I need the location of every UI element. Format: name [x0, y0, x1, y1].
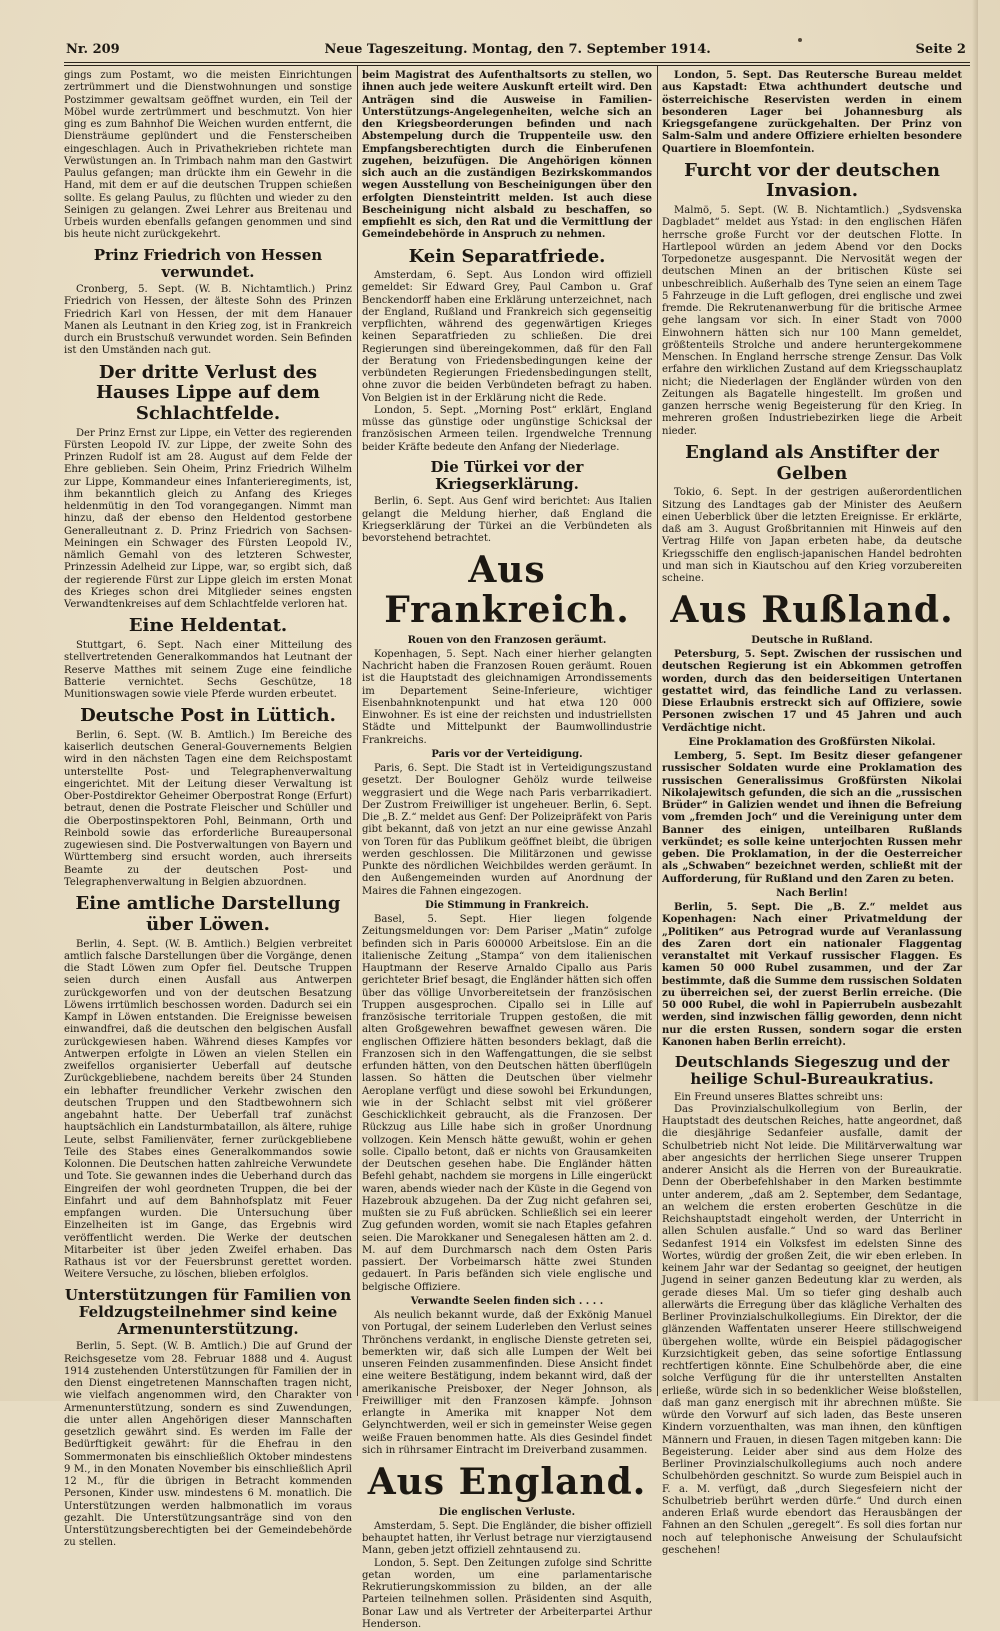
article-text: Lemberg, 5. Sept. Im Besitz dieser gefangener russischer Soldaten wurde eine Proklamation des russischen Generalissimus Großfürsten Nikolai Nikolajewitsch gefunden, die sich an die „russischen Brüder“ in Galizien wendet und ihnen die Befreiung vom „fremden Joch“ und die Vereinigung unter dem Banner des einigen, unteilbaren Rußlands verkündet; es solle keine unterjochten Russen mehr geben. Die Proklamation, in der die Oesterreicher als „Schwaben“ bezeichnet werden, schließt mit der Aufforderung, für Rußland und den Zaren zu beten. [662, 751, 962, 885]
section-headline: Aus Rußland. [670, 589, 954, 632]
subheadline: Die englischen Verluste. [438, 1506, 576, 1518]
article-text: beim Magistrat des Aufenthaltsorts zu stellen, wo ihnen auch jede weitere Auskunft erteilt wird. Den Anträgen sind die Ausweise in Familien-Unterstützungs-Angelegenheiten, welche sich an den Kriegsbeorderungen befinden und nach Abstempelung durch die Truppenteile usw. den Empfangsberechtigten durch die Einberufenen zugehen, beizufügen. Die Angehörigen können sich auch an die zuständigen Bezirkskommandos wegen Ausstellung von Bescheinigungen über den erfolgten Diensteintritt melden. Ist auch diese Bescheinigung nicht alsbald zu beschaffen, so empfiehlt es sich, den Rat und die Vermittlung der Gemeindebehörde in Anspruch zu nehmen. [362, 70, 652, 241]
article-text: Amsterdam, 5. Sept. Die Engländer, die bisher offiziell behauptet hatten, ihr Verlust betrage nur vierzigtausend Mann, geben jetzt offiziell zehntausend zu. [362, 1520, 652, 1557]
subheadline: Paris vor der Verteidigung. [431, 748, 583, 760]
article-text: Amsterdam, 6. Sept. Aus London wird offiziell gemeldet: Sir Edward Grey, Paul Cambon u. Graf Benckendorff haben eine Erklärung unterzeichnet, nach der England, Rußland und Frankreich sich gegenseitig verpflichten, während des gegenwärtigen Krieges keinen Separatfrieden zu schließen. Die drei Regierungen sind übereingekommen, daß für den Fall der Beratung von Friedensbedingungen keine der verbündeten Regierungen Friedensbedingungen stellt, ohne zuvor die beiden Verbündeten befragt zu haben. Von Belgien ist in der Erklärung nicht die Rede. [362, 270, 652, 404]
page-number: Seite 2 [915, 41, 966, 57]
column-1 [64, 70, 352, 1549]
section-headline: Aus Frankreich. [384, 549, 630, 632]
subheadline: Deutsche in Rußland. [751, 634, 873, 646]
article-text: Der Prinz Ernst zur Lippe, ein Vetter des regierenden Fürsten Leopold IV. zur Lippe, der zweite Sohn des Prinzen Rudolf ist am 28. August auf dem Felde der Ehre geblieben. Sein Oheim, Prinz Friedrich Wilhelm zur Lippe, Kommandeur eines Infanterieregiments, ist, ihm bekanntlich gleich zu Anfang des Krieges heldenmütig in den Tod vorangegangen. Nimmt man hinzu, daß der ebenso den Heldentod gestorbene Generalleutnant z. D. Prinz Friedrich von Sachsen-Meiningen ein Schwager des Fürsten Leopold IV., nämlich Gemahl von des letzteren Schwester, Prinzessin Adelheid zur Lippe, war, so ergibt sich, daß der regierende Fürst zur Lippe gleich im ersten Monat des Krieges schon drei Mitglieder seines engsten Verwandtenkreises auf dem Schlachtfelde verloren hat. [64, 427, 352, 611]
headline: Eine Heldentat. [128, 615, 288, 637]
page-header [66, 38, 966, 60]
ink-spot [798, 38, 802, 42]
article-text: Berlin, 4. Sept. (W. B. Amtlich.) Belgien verbreitet amtlich falsche Darstellungen über die Vorgänge, denen die Stadt Löwen zum Opfer fiel. Deutsche Truppen seien durch einen Ausfall aus Antwerpen zurückgeworfen und von der deutschen Besatzung Löwens irrtümlich beschossen worden. Dadurch sei ein Kampf in Löwen entstanden. Die Ereignisse beweisen einwandfrei, daß die deutschen den belgischen Ausfall zurückgewiesen haben. Während dieses Kampfes vor Antwerpen erfolgte in Löwen an vielen Stellen ein zweifellos organisierter Ueberfall auf deutsche Zurückgebliebene, nachdem bereits über 24 Stunden ein lebhafter freundlicher Verkehr zwischen den deutschen Truppen und den Stadtbewohnern sich angebahnt hatte. Der Ueberfall traf zunächst hauptsächlich ein Landsturmbataillon, als ältere, ruhige Leute, selbst Familienväter, ferner zurückgebliebene Teile des Stabes eines Generalkommandos sowie Kolonnen. Die Deutschen hatten zahlreiche Verwundete und Tote. Sie gewannen indes die Ueberhand durch das Eingreifen der wohl geordneten Truppen, die bei der Einfahrt und auf dem Bahnhofsplatz mit Feuer empfangen wurden. Die Untersuchung über Einzelheiten ist im Gange, das Ergebnis wird veröffentlicht werden. Die Werke der deutschen Mitarbeiter ist über jeden Zweifel erhaben. Das Rathaus ist vor der Feuersbrunst gerettet worden. Weitere Versuche, zu löschen, blieben erfolglos. [64, 938, 352, 1281]
headline: Der dritte Verlust des Hauses Lippe auf dem Schlachtfelde. [96, 361, 320, 424]
article-text: London, 5. Sept. „Morning Post“ erklärt, England müsse das günstige oder ungünstige Schicksal der französischen Armeen teilen. Irgendwelche Trennung beider Kräfte bedeute den Anfang der Niederlage. [362, 404, 652, 453]
article-text: Ein Freund unseres Blattes schreibt uns: [674, 1091, 883, 1103]
page-fold-shadow [972, 0, 978, 1401]
issue-number: Nr. 209 [66, 41, 120, 57]
headline: Deutschlands Siegeszug und der heilige Schul-Bureaukratius. [674, 1053, 950, 1089]
article-text: Cronberg, 5. Sept. (W. B. Nichtamtlich.) Prinz Friedrich von Hessen, der älteste Sohn des Prinzen Friedrich Karl von Hessen, der mit dem Hanauer Manen als Leutnant in den Krieg zog, ist in Frankreich durch ein Brustschuß verwundet worden. Sein Befinden ist den Umständen nach gut. [64, 284, 352, 357]
subheadline: Nach Berlin! [776, 887, 848, 899]
subheadline: Rouen von den Franzosen geräumt. [407, 634, 607, 646]
headline: Die Türkei vor der Kriegserklärung. [430, 457, 584, 494]
column-divider-1 [357, 66, 358, 1396]
article-text: Paris, 6. Sept. Die Stadt ist in Verteidigungszustand gesetzt. Der Boulogner Gehölz wurde teilweise weggrasiert und die Wege nach Paris verbarrikadiert. Der Zustrom Freiwilliger ist ungeheuer. Berlin, 6. Sept. Die „B. Z.“ meldet aus Genf: Der Polizeipräfekt von Paris gibt bekannt, daß von jetzt an nur eine gewisse Anzahl von Toren für das Publikum geöffnet bleibt, die übrigen werden geschlossen. Die Militärzonen und gewisse Punkte des nördlichen Weichbildes werden geräumt. In den Außengemeinden wurden auf Anordnung der Maires die Fahnen eingezogen. [362, 763, 652, 897]
article-text: Berlin, 6. Sept. (W. B. Amtlich.) Im Bereiche des kaiserlich deutschen General-Gouvernements Belgien wird in den nächsten Tagen eine dem Reichspostamt unterstellte Post- und Telegraphenverwaltung eingerichtet. Mit der Leitung dieser Verwaltung ist Ober-Postdirektor Geheimer Oberpostrat Ronge (Erfurt) betraut, denen die Postrate Fleischer und Schüller und die Oberpostinspektoren Pohl, Beinmann, Orth und Reinbold sowie das erforderliche Bureaupersonal zugewiesen sind. Die Postverwaltungen von Bayern und Württemberg sind ersucht worden, auch ihrerseits Beamte zu der deutschen Post- und Telegraphenverwaltung in Belgien abzuordnen. [64, 729, 352, 888]
article-text: Kopenhagen, 5. Sept. Nach einer hierher gelangten Nachricht haben die Franzosen Rouen geräumt. Rouen ist die Hauptstadt des gleichnamigen Arrondissements im Departement Seine-Inferieure, wichtiger Eisenbahnknotenpunkt und hat etwa 120 000 Einwohner. Es ist eine der reichsten und industriellsten Städte und Mittelpunkt der Baumwollindustrie Frankreichs. [362, 648, 652, 746]
subheadline: Die Stimmung in Frankreich. [425, 899, 589, 911]
article-text: Basel, 5. Sept. Hier liegen folgende Zeitungsmeldungen vor: Dem Pariser „Matin“ zufolge befinden sich in Paris 600000 Arbeitslose. Ein an die italienische Zeitung „Stampa“ von dem italienischen Hauptmann der Reserve Arnaldo Cipallo aus Paris gerichteter Brief besagt, die Engländer hätten sich offen über das völlige Unvorbereitetsein der französischen Truppen ausgesprochen. Cipallo sei in Lille auf französische territoriale Truppen gestoßen, die mit alten Großgewehren bewaffnet gewesen wären. Die englischen Offiziere hätten besonders beklagt, daß die Franzosen sich in den Waffengattungen, die sie selbst erfunden hätten, von den Deutschen hätten überflügeln lassen. So hätten die Deutschen über vielmehr Aeroplane verfügt und diese sowohl bei Erkundungen, wie in der Schlacht selbst mit viel größerer Geschicklichkeit gebraucht, als die Franzosen. Der Rückzug aus Lille habe sich in großer Unordnung vollzogen. Kein Mensch hätte gewußt, wohin er gehen solle. Cipallo betont, daß er nichts von Grausamkeiten der Deutschen gesehen habe. Die Engländer hätten Befehl gehabt, nachdem sie morgens in Lille eingerückt waren, abends wieder nach der Küste in die Gegend von Hazebrouk abzugehen. Da der Zug nicht gefahren sei, mußten sie zu Fuß abrücken. Schließlich sei ein leerer Zug gefunden worden, womit sie nach Etaples gefahren seien. Die Marokkaner und Senegalesen hätten am 2. d. M. auf dem Durchmarsch nach dem Osten Paris passiert. Der Vorbeimarsch hätte zwei Stunden gedauert. In Paris befänden sich viele englische und belgische Offiziere. [362, 914, 652, 1293]
column-3 [662, 70, 962, 1556]
headline: Prinz Friedrich von Hessen verwundet. [93, 245, 323, 281]
headline: Unterstützungen für Familien von Feldzugsteilnehmer sind keine Armenunterstützung. [64, 1285, 352, 1339]
article-text: Petersburg, 5. Sept. Zwischen der russischen und deutschen Regierung ist ein Abkommen getroffen worden, durch das den beiderseitigen Untertanen gestattet wird, das feindliche Land zu verlassen. Diese Erlaubnis erstreckt sich auf Offiziere, sowie Personen zwischen 17 und 45 Jahren und auch Verdächtige nicht. [662, 649, 962, 734]
headline: Furcht vor der deutschen Invasion. [684, 159, 940, 202]
header-rule [64, 62, 970, 63]
column-divider-2 [657, 66, 658, 1396]
column-2 [362, 70, 652, 1630]
article-text: Berlin, 5. Sept. Die „B. Z.“ meldet aus Kopenhagen: Nach einer Privatmeldung der „Politiken“ aus Petrograd wurde auf Veranlassung des Zaren dort ein nationaler Flaggentag veranstaltet mit Verkauf russischer Flaggen. Es kamen 50 000 Rubel zusammen, und der Zar bestimmte, daß die Summe dem russischen Soldaten zu überreichen sei, der zuerst Berlin erreiche. (Die 50 000 Rubel, die wohl in Papierrubeln ausbezahlt werden, sind inzwischen fällig geworden, denn nicht nur die ersten Russen, sondern sogar die ersten Kanonen haben Berlin erreicht). [662, 902, 962, 1048]
subheadline: Eine Proklamation des Großfürsten Nikolai. [688, 736, 936, 748]
article-text: Tokio, 6. Sept. In der gestrigen außerordentlichen Sitzung des Landtages gab der Minister des Aeußern einen Ueberblick über die letzten Ereignisse. Er erklärte, daß am 3. August Großbritannien mit Hinweis auf den Vertrag Hilfe von Japan erbeten habe, da deutsche Kriegsschiffe den englisch-japanischen Handel bedrohten und man sich in Kiautschou auf den Krieg vorzubereiten scheine. [662, 487, 962, 584]
article-text: gings zum Postamt, wo die meisten Einrichtungen zertrümmert und die Dienstwohnungen und sonstige Postzimmer gewaltsam geöffnet wurden, ein Teil der Möbel wurde zertrümmert und beschmutzt. Von hier ging es zum Bahnhof Die Weichen wurden entfernt, die Diensträume geplündert und die Fensterscheiben eingeschlagen. Auch in Privathekrieben richtete man Verwüstungen an. In Trimbach nahm man den Gastwirt Paulus gefangen; man drückte ihm ein Gewehr in die Hand, mit dem er auf die deutschen Truppen schießen sollte. Es gelang Paulus, zu flüchten und wieder zu den Seinigen zu gelangen. Zwei Lehrer aus Breitenau und Urbeis wurden ebenfalls gefangen genommen und sind bis heute nicht zurückgekehrt. [64, 70, 352, 241]
article-text: Stuttgart, 6. Sept. Nach einer Mitteilung des stellvertretenden Generalkommandos hat Leutnant der Reserve Matthes mit seinem Zuge eine feindliche Batterie vernichtet. Sechs Geschütze, 18 Munitionswagen sowie viele Pferde wurden erbeutet. [64, 640, 352, 700]
article-text: Malmö, 5. Sept. (W. B. Nichtamtlich.) „Sydsvenska Dagbladet“ meldet aus Ystad: in den englischen Häfen herrsche große Furcht vor der deutschen Flotte. In Hartlepool würden an jedem Abend vor den Docks Torpedonetze ausgespannt. Die Nervosität wegen der deutschen Minen an der britischen Küste sei unbeschreiblich. Außerhalb des Tyne seien an einem Tage 5 Fahrzeuge in die Luft geflogen, drei englische und zwei fremde. Die Rekrutenanwerbung für die britische Armee gehe langsam vor sich. In einer Stadt von 7000 Einwohnern hätten sich nur 100 Mann gemeldet, größtenteils Strolche und andere heruntergekommene Menschen. In England herrsche strenge Zensur. Das Volk erfahre den wirklichen Zustand auf dem Kriegsschauplatz nicht; die Niederlagen der Engländer würden von den Zeitungen als Bagatelle hingestellt. Im großen und ganzen herrsche wenig Begeisterung für den Krieg. In mehreren großen Industriebezirken liege die Arbeit nieder. [662, 205, 962, 437]
article-text: Berlin, 5. Sept. (W. B. Amtlich.) Die auf Grund der Reichsgesetze vom 28. Februar 1888 und 4. August 1914 zustehenden Unterstützungen für Familien der in den Dienst eingetretenen Mannschaften tragen nicht, wie vielfach angenommen wird, den Charakter von Armenunterstützung, sondern es sind Zuwendungen, die unter allen Angehörigen dieser Mannschaften gesetzlich gewährt sind. Es werden im Falle der Bedürftigkeit gewährt: für die Ehefrau in den Sommermonaten bis einschließlich Oktober mindestens 9 M., in den Monaten November bis einschließlich April 12 M., für die übrigen in Betracht kommenden Personen, Kinder usw. mindestens 6 M. monatlich. Die Unterstützungen werden halbmonatlich im voraus gezahlt. Die Unterstützungsanträge sind von den Unterstützungsberechtigten bei der Gemeindebehörde zu stellen. [64, 1341, 352, 1549]
article-text: Das Provinzialschulkollegium von Berlin, der Hauptstadt des deutschen Reiches, hatte angeordnet, daß die diesjährige Sedanfeier ausfalle, damit der Schulbetrieb nicht Not leide. Die Militärverwaltung war aber angesichts der herrlichen Siege unserer Truppen anderer Ansicht als die Herren von der Bureaukratie. Denn der Oberbefehlshaber in den Marken bestimmte unter anderem, „daß am 2. September, dem Sedantage, an welchem die ersten eroberten Geschütze in die Reichshauptstadt eingeholt werden, der Unterricht in allen Schulen ausfalle.“ Und so ward das Berliner Sedanfest 1914 ein Volksfest im edelsten Sinne des Wortes, würdig der großen Zeit, die wir eben erleben. In keinem Jahr war der Sedantag so geeignet, der heutigen Jugend in seiner ganzen Bedeutung klar zu werden, als gerade dieses Mal. Um so tiefer ging deshalb auch allerwärts die Erregung über das klägliche Verhalten des Berliner Provinzialschulkollegiums. Ein Direktor, der die glänzenden Waffentaten unserer Heere stillschweigend übergehen wollte, würde ein Beispiel pädagogischer Kurzsichtigkeit geben, das seine sofortige Entlassung rechtfertigen könnte. Eine Schulbehörde aber, die eine solche Verfügung für die ihr unterstellten Anstalten erließe, würde sich in so bedenklicher Weise bloßstellen, daß man ganz energisch mit ihr abrechnen müßte. Sie würde den Vorwurf auf sich laden, das Beste unseren Kindern vorzuenthalten, was man ihnen, den künftigen Männern und Frauen, in diesen Tagen mitgeben kann: Die Begeisterung. Leider aber sind aus dem Holze des Berliner Provinzialschulkollegiums auch noch andere Schulbehörden geschnitzt. So wurde zum Beispiel auch in F. a. M. verfügt, daß „durch Siegesfeiern nicht der Schulbetrieb berührt werden dürfe.“ Und durch einen anderen Erlaß wurde ebendort das Herausbängen der Fahnen an den Schulen „geregelt“. Es soll dies fortan nur noch auf telephonische Anweisung der Schulaufsicht geschehen! [662, 1103, 962, 1556]
headline: Eine amtliche Darstellung über Löwen. [75, 893, 341, 935]
masthead: Neue Tageszeitung. Montag, den 7. September 1914. [324, 41, 711, 57]
headline: Kein Separatfriede. [408, 245, 606, 267]
header-rule-thin [64, 65, 970, 66]
article-text: Als neulich bekannt wurde, daß der Exkönig Manuel von Portugal, der seinem Luderleben den Verlust seines Thrönchens verdankt, in englische Dienste getreten sei, bemerkten wir, daß sich alle Lumpen der Welt bei unseren Feinden zusammenfinden. Diese Ansicht findet eine weitere Bestätigung, indem bekannt wird, daß der amerikanische Preisboxer, der Neger Johnson, als Freiwilliger mit den Franzosen kämpfe. Johnson erlangte in Amerika mit knapper Not dem Gelynchtwerden, weil er sich in gemeinster Weise gegen weiße Frauen benommen hatte. Als dies Gesindel findet sich in rührsamer Eintracht im Dreiverband zusammen. [362, 1310, 652, 1456]
headline: England als Anstifter der Gelben [685, 441, 939, 484]
section-headline: Aus England. [367, 1461, 647, 1504]
headline: Deutsche Post in Lüttich. [80, 705, 336, 727]
article-text: London, 5. Sept. Das Reutersche Bureau meldet aus Kapstadt: Etwa achthundert deutsche und österreichische Reservisten werden in einem besonderen Lager bei Johannesburg als Kriegsgefangene zurückgehalten. Der Prinz von Salm-Salm und andere Offiziere erhielten besondere Quartiere in Bloemfontein. [662, 70, 962, 155]
article-text: London, 5. Sept. Den Zeitungen zufolge sind Schritte getan worden, um eine parlamentarische Rekrutierungskommission zu bilden, an der alle Parteien teilnehmen sollen. Präsidenten sind Asquith, Bonar Law und als Vertreter der Arbeiterpartei Arthur Henderson. [362, 1557, 652, 1630]
subheadline: Verwandte Seelen finden sich . . . . [410, 1295, 604, 1307]
article-text: Berlin, 6. Sept. Aus Genf wird berichtet: Aus Italien gelangt die Meldung hierher, daß England die Kriegserklärung der Türkei an die Verbündeten als bevorstehend betrachtet. [362, 496, 652, 545]
